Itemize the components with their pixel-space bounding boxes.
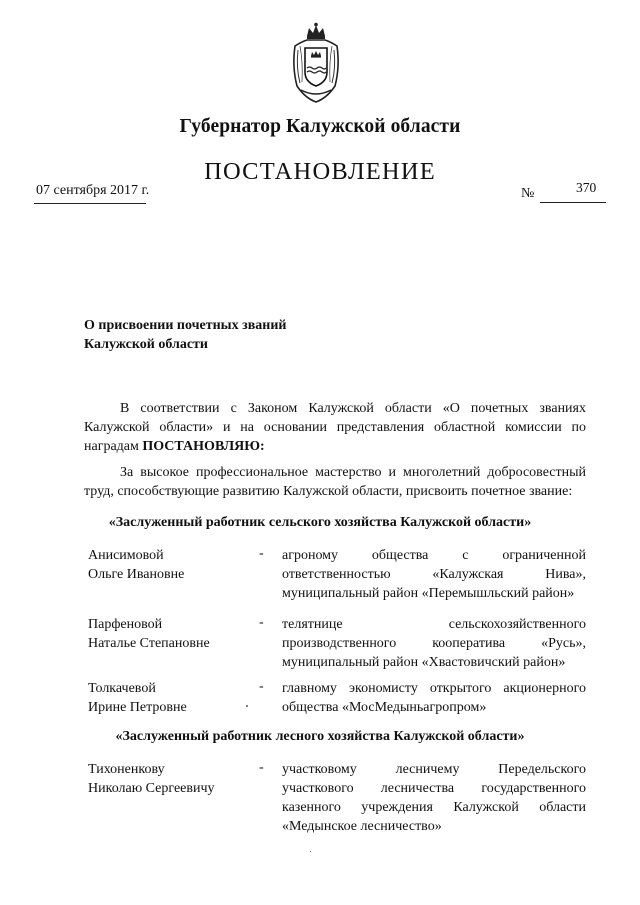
scan-speck (310, 851, 311, 852)
document-type: ПОСТАНОВЛЕНИЕ (204, 158, 436, 185)
position-line: «Медынское лесничество» (282, 819, 442, 834)
position-line: участковому лесничему Передельского (282, 762, 586, 777)
number-underline (540, 202, 606, 203)
awardee-position (282, 615, 586, 672)
document-subject (84, 316, 286, 354)
position-line: производственного кооператива «Русь», (282, 636, 586, 651)
document-date: 07 сентября 2017 г. (36, 183, 150, 198)
position-line: участкового лесничества государственного (282, 781, 586, 796)
body-paragraph: За высокое профессиональное мастерство и многолетний добросовестный труд, способствующие развитию Калужской области, присвоить почетное звание: (84, 465, 586, 499)
intro-text: В соответствии с Законом Калужской области «О почетных званиях Калужской области» и на основании представления областной комиссии по наградам (84, 401, 586, 454)
position-line: телятнице сельскохозяйственного (282, 617, 586, 632)
awardee-position (282, 546, 586, 603)
awardee-name (88, 760, 248, 798)
scan-speck (246, 705, 248, 707)
awardee-surname: Толкачевой (88, 681, 156, 696)
awardee-surname: Анисимовой (88, 548, 164, 563)
entry-dash: - (259, 679, 264, 694)
honorary-title-forestry: «Заслуженный работник лесного хозяйства Калужской области» (115, 729, 525, 744)
position-line: ответственностью «Калужская Нива», (282, 567, 586, 582)
awardee-given-names: Наталье Степановне (88, 636, 210, 651)
entry-dash: - (259, 615, 264, 630)
decree-word: ПОСТАНОВЛЯЮ: (142, 439, 265, 454)
awardee-name (88, 679, 248, 717)
coat-of-arms-emblem (291, 22, 341, 104)
awardee-name (88, 546, 248, 584)
awardee-position (282, 679, 586, 717)
awardee-position (282, 760, 586, 836)
entry-dash: - (259, 546, 264, 561)
entry-dash: - (259, 760, 264, 775)
position-line: муниципальный район «Перемышльский район» (282, 586, 575, 601)
position-line: агроному общества с ограниченной (282, 548, 586, 563)
document-number: 370 (576, 180, 597, 195)
honorary-title-agriculture: «Заслуженный работник сельского хозяйства Калужской области» (108, 515, 532, 530)
number-sign: № (521, 186, 535, 201)
position-line: общества «МосМедыньагропром» (282, 700, 487, 715)
awardee-given-names: Ольге Ивановне (88, 567, 185, 582)
awardee-name (88, 615, 248, 653)
position-line: главному экономисту открытого акционерного (282, 681, 586, 696)
position-line: казенного учреждения Калужской области (282, 800, 586, 815)
awardee-given-names: Николаю Сергеевичу (88, 781, 215, 796)
awardee-surname: Тихоненкову (88, 762, 165, 777)
awardee-given-names: Ирине Петровне (88, 700, 187, 715)
awardee-surname: Парфеновой (88, 617, 163, 632)
date-underline (34, 203, 146, 204)
subject-line-1: О присвоении почетных званий (84, 318, 287, 333)
issuer-title: Губернатор Калужской области (179, 116, 461, 137)
intro-paragraph (84, 399, 586, 456)
subject-line-2: Калужской области (84, 337, 208, 352)
position-line: муниципальный район «Хвастовичский район» (282, 655, 566, 670)
